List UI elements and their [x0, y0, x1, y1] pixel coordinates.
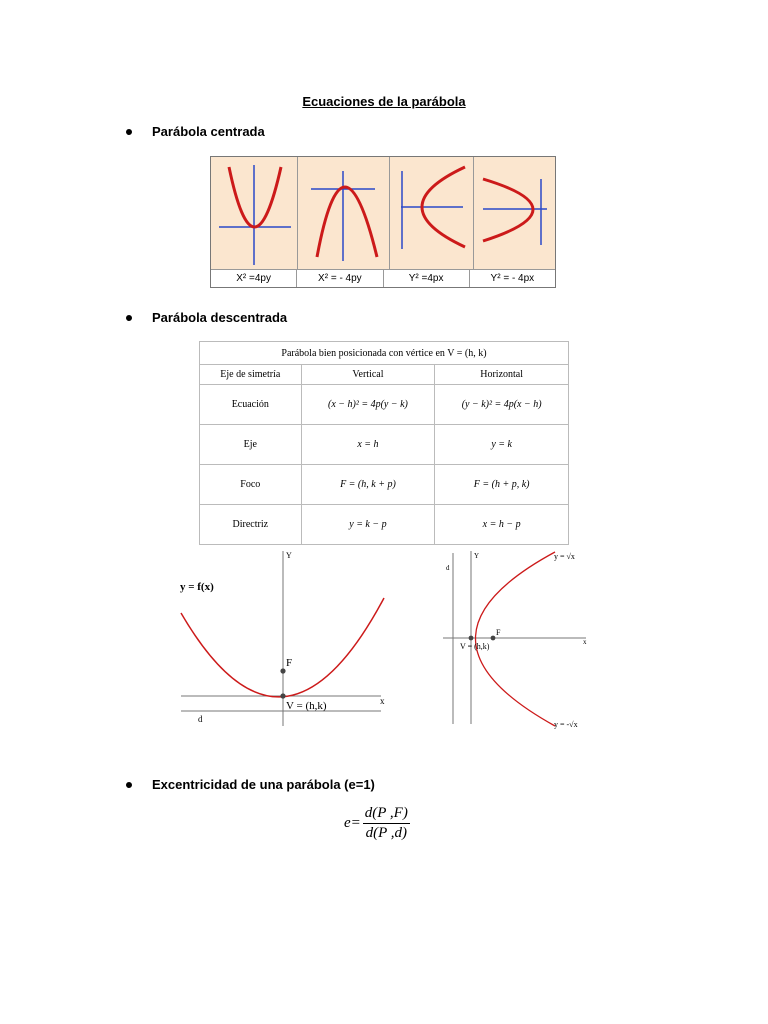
- vertex-point: [469, 636, 474, 641]
- header-vertical: Vertical: [301, 365, 435, 385]
- parabola-right-graph: [389, 157, 473, 270]
- cell-vertical: (x − h)² = 4p(y − k): [301, 385, 435, 425]
- table-row: [200, 505, 569, 545]
- lower-branch-label: y = -√x: [554, 720, 578, 729]
- label-right: Y² =4px: [384, 270, 470, 287]
- panel-up: [211, 157, 298, 287]
- parabola-left-graph: [473, 157, 555, 270]
- header-horizontal: Horizontal: [435, 365, 569, 385]
- vertex-label: V = (h,k): [460, 642, 490, 651]
- section-heading-centrada: Parábola centrada: [152, 124, 265, 139]
- directrix-label: d: [446, 564, 450, 572]
- x-axis-label: x: [380, 696, 385, 706]
- bullet-excentricidad: [126, 777, 375, 792]
- vertical-parabola-figure: [176, 548, 396, 730]
- bullet-dot: [126, 782, 132, 788]
- formula-lhs: e=: [344, 815, 361, 831]
- label-down: X² = - 4py: [297, 270, 383, 287]
- centered-parabolas-figure: [210, 156, 556, 288]
- cell-horizontal: (y − k)² = 4p(x − h): [435, 385, 569, 425]
- table-row: [200, 425, 569, 465]
- page-title: Ecuaciones de la parábola: [302, 94, 466, 109]
- focus-point: [280, 668, 285, 673]
- table-row: [200, 465, 569, 505]
- func-label: y = f(x): [180, 581, 214, 593]
- formula-denominator: d(P ,d): [365, 825, 407, 841]
- vertex-point: [280, 693, 285, 698]
- centered-labels-row: [211, 269, 555, 287]
- x-axis-label: x: [583, 638, 587, 646]
- horizontal-parabola-figure: [440, 548, 588, 732]
- row-label: Ecuación: [200, 385, 302, 425]
- formula-numerator: d(P ,F): [363, 805, 410, 824]
- bullet-dot: [126, 315, 132, 321]
- parabola-curve: [476, 552, 556, 726]
- label-left: Y² = - 4px: [490, 273, 535, 284]
- table-caption: Parábola bien posicionada con vértice en V = (h, k): [200, 342, 569, 365]
- focus-label: F: [496, 628, 501, 637]
- focus-label: F: [286, 657, 293, 669]
- formula-fraction: [363, 805, 410, 842]
- bullet-dot: [126, 129, 132, 135]
- eccentricity-formula: [344, 805, 410, 842]
- cell-horizontal: F = (h + p, k): [435, 465, 569, 505]
- table-row: [200, 385, 569, 425]
- panel-down: [297, 157, 390, 287]
- parabola-down-graph: [297, 157, 389, 270]
- bullet-centrada: [126, 124, 265, 139]
- row-label: Directriz: [200, 505, 302, 545]
- cell-horizontal: y = k: [435, 425, 569, 465]
- row-label: Eje: [200, 425, 302, 465]
- y-axis-label: Y: [474, 552, 480, 560]
- cell-vertical: x = h: [301, 425, 435, 465]
- vertex-label: V = (h,k): [286, 700, 327, 712]
- row-label: Foco: [200, 465, 302, 505]
- label-up: X² =4py: [211, 270, 297, 287]
- parabola-up-graph: [211, 157, 297, 270]
- section-heading-excentricidad: Excentricidad de una parábola (e=1): [152, 777, 375, 792]
- parabola-table: [199, 341, 569, 545]
- upper-branch-label: y = √x: [554, 552, 575, 561]
- bullet-descentrada: [126, 310, 287, 325]
- cell-vertical: y = k − p: [301, 505, 435, 545]
- section-heading-descentrada: Parábola descentrada: [152, 310, 288, 325]
- header-eje-simetria: Eje de simetría: [200, 365, 302, 385]
- directrix-label: d: [198, 714, 203, 724]
- y-axis-label: Y: [286, 551, 292, 560]
- cell-vertical: F = (h, k + p): [301, 465, 435, 505]
- cell-horizontal: x = h − p: [435, 505, 569, 545]
- focus-point: [491, 636, 496, 641]
- panel-left: [473, 157, 555, 287]
- panel-right: [389, 157, 474, 287]
